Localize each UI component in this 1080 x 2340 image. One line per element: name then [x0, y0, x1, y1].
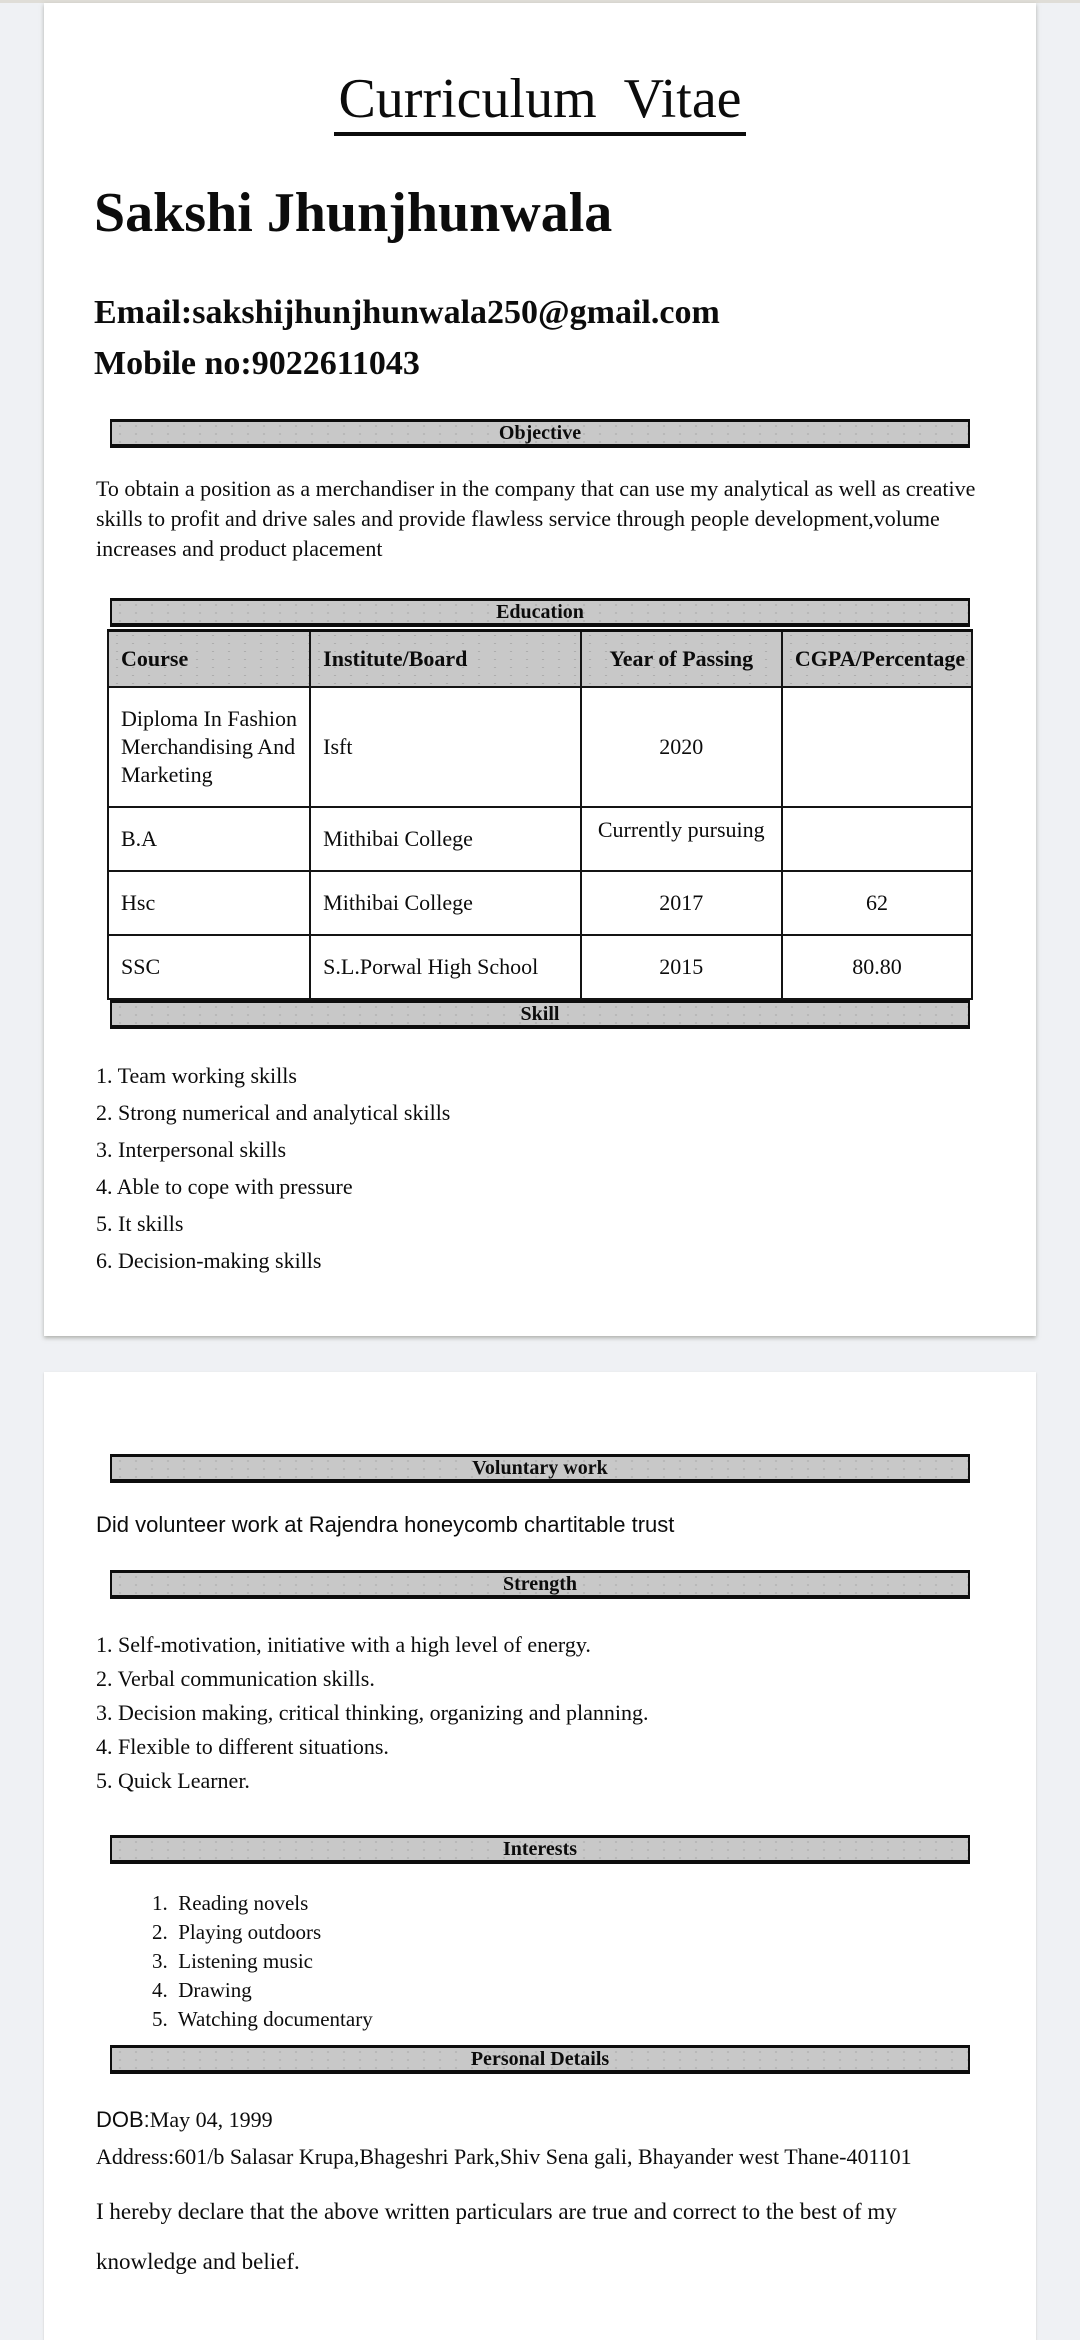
section-header-education [110, 598, 970, 627]
education-table [107, 629, 973, 1000]
year-cell: 2020 [581, 687, 782, 807]
education-row-diploma [108, 687, 972, 807]
section-header-voluntary-work [110, 1454, 970, 1483]
objective-text: To obtain a position as a merchandiser in the company that can use my analytical as well as creative skills to profit and drive sales and provide flawless service through people development,volume increases and product placement [96, 475, 976, 561]
section-header-objective [110, 419, 970, 448]
column-header-institute: Institute/Board [310, 630, 580, 687]
section-header-education-label: Education [496, 600, 584, 623]
skill-item: 2. Strong numerical and analytical skills [96, 1099, 451, 1125]
cgpa-cell [782, 807, 972, 871]
email-line: Email:sakshijhunjhunwala250@gmail.com [94, 294, 720, 332]
interests-list [152, 1890, 984, 2033]
strength-item: 4. Flexible to different situations. [96, 1734, 389, 1759]
mobile-line: Mobile no:9022611043 [94, 344, 420, 382]
dob-label: DOB: [96, 2107, 150, 2132]
cv-page-1 [44, 3, 1036, 1336]
strength-item: 3. Decision making, critical thinking, organizing and planning. [96, 1700, 649, 1725]
skill-item: 4. Able to cope with pressure [96, 1173, 353, 1199]
section-header-voluntary-work-label: Voluntary work [472, 1457, 608, 1479]
strength-item: 5. Quick Learner. [96, 1768, 250, 1793]
cv-title-text: Curriculum Vitae [334, 68, 745, 136]
section-header-skill [110, 1000, 970, 1029]
course-cell: B.A [108, 807, 310, 871]
course-cell: Hsc [108, 871, 310, 935]
cgpa-cell: 62 [782, 871, 972, 935]
section-header-interests-label: Interests [502, 1838, 578, 1860]
education-row-hsc [108, 871, 972, 935]
year-cell: 2017 [581, 871, 782, 935]
skill-item: 6. Decision-making skills [96, 1247, 322, 1273]
interest-item: 2. Playing outdoors [152, 1920, 322, 1944]
interest-item: 5. Watching documentary [152, 2007, 373, 2031]
course-cell: SSC [108, 935, 310, 999]
education-row-ba [108, 807, 972, 871]
dob-line [96, 2106, 984, 2134]
education-table-header-row [108, 630, 972, 687]
strength-item: 2. Verbal communication skills. [96, 1666, 375, 1691]
strength-item: 1. Self-motivation, initiative with a high level of energy. [96, 1632, 591, 1657]
section-header-personal-details [110, 2045, 970, 2074]
interest-item: 1. Reading novels [152, 1891, 309, 1915]
interest-item: 3. Listening music [152, 1949, 313, 1973]
declaration-text: I hereby declare that the above written particulars are true and correct to the best of my knowledge and belief. [96, 2199, 897, 2274]
candidate-name: Sakshi Jhunjhunwala [94, 182, 613, 245]
institute-cell: Mithibai College [310, 871, 580, 935]
education-row-ssc [108, 935, 972, 999]
institute-cell: Mithibai College [310, 807, 580, 871]
cgpa-cell: 80.80 [782, 935, 972, 999]
column-header-cgpa: CGPA/Percentage [782, 630, 972, 687]
institute-cell: S.L.Porwal High School [310, 935, 580, 999]
section-header-skill-label: Skill [520, 1002, 560, 1025]
year-cell: Currently pursuing [581, 807, 782, 871]
skill-item: 5. It skills [96, 1210, 184, 1236]
section-header-strength-label: Strength [502, 1573, 578, 1595]
interest-item: 4. Drawing [152, 1978, 252, 2002]
skill-list [96, 1063, 984, 1274]
section-header-interests [110, 1835, 970, 1864]
course-cell: Diploma In Fashion Merchandising And Marketing [108, 687, 310, 807]
skill-item: 1. Team working skills [96, 1062, 297, 1088]
cv-page-2 [44, 1372, 1036, 2340]
voluntary-work-text: Did volunteer work at Rajendra honeycomb chartitable trust [96, 1512, 675, 1537]
column-header-year: Year of Passing [581, 630, 782, 687]
strength-list [96, 1631, 984, 1795]
cv-title [96, 69, 984, 129]
column-header-course: Course [108, 630, 310, 687]
address-line: Address:601/b Salasar Krupa,Bhageshri Park,Shiv Sena gali, Bhayander west Thane-401101 [96, 2144, 912, 2169]
section-header-personal-details-label: Personal Details [470, 2048, 610, 2070]
cgpa-cell [782, 687, 972, 807]
skill-item: 3. Interpersonal skills [96, 1136, 287, 1162]
dob-value: May 04, 1999 [149, 2107, 273, 2132]
institute-cell: Isft [310, 687, 580, 807]
year-cell: 2015 [581, 935, 782, 999]
section-header-objective-label: Objective [498, 421, 582, 444]
section-header-strength [110, 1570, 970, 1599]
